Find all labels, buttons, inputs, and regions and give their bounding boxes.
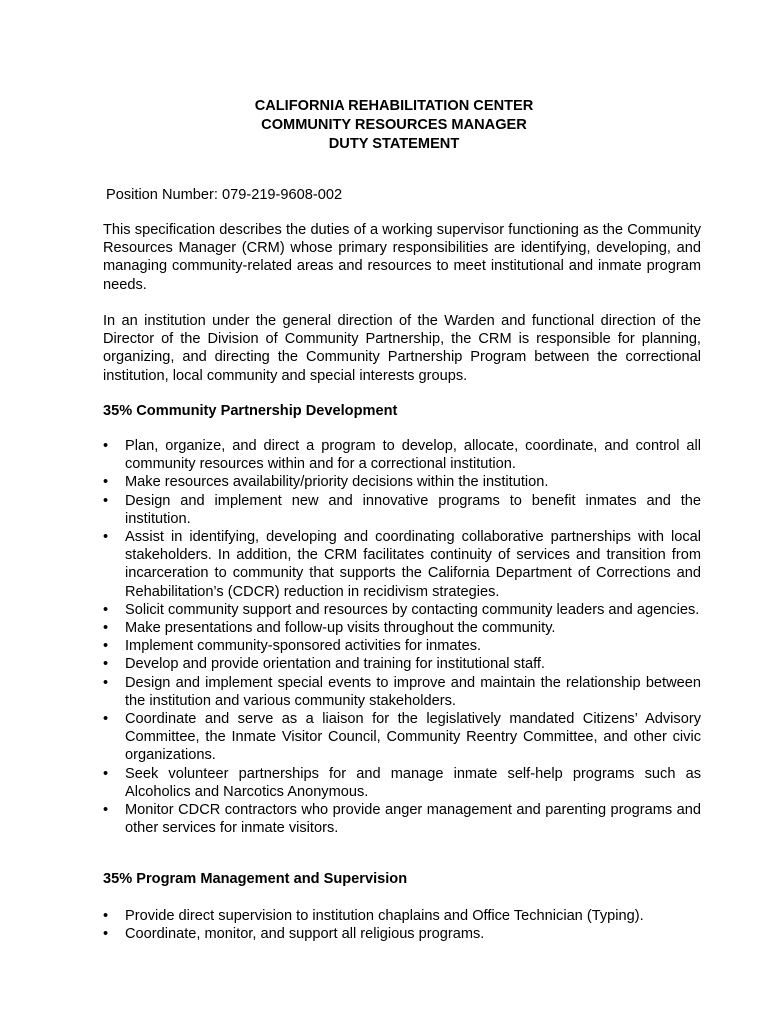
list-item-text: Solicit community support and resources by contacting community leaders and agencies. xyxy=(125,601,700,618)
header-document-type: DUTY STATEMENT xyxy=(328,136,460,152)
list-item xyxy=(103,674,701,710)
list-item-text: Develop and provide orientation and training for institutional staff. xyxy=(125,656,545,673)
list-item-text: Seek volunteer partnerships for and manage inmate self-help programs such as Alcoholics and Narcotics Anonymous. xyxy=(125,765,701,800)
list-item-text: Coordinate, monitor, and support all religious programs. xyxy=(125,926,485,943)
section-title-partnership-development: 35% Community Partnership Development xyxy=(103,403,398,419)
list-item xyxy=(103,528,701,601)
list-item-text: Provide direct supervision to institution chaplains and Office Technician (Typing). xyxy=(125,908,644,924)
partnership-development-list xyxy=(103,437,701,837)
intro-paragraph: This specification describes the duties of a working supervisor functioning as the Community Resources Manager (CRM) whose primary responsibilities are identifying, developing, and managing community-related areas and resources to meet institutional and inmate program needs. xyxy=(103,222,701,293)
list-item xyxy=(103,801,701,837)
list-item-text: Plan, organize, and direct a program to develop, allocate, coordinate, and control all community resources within and for a correctional institution. xyxy=(125,438,701,473)
bullet-icon: • xyxy=(103,529,109,546)
bullet-icon: • xyxy=(103,802,109,819)
list-item-text: Coordinate and serve as a liaison for the legislatively mandated Citizens’ Advisory Committee, the Inmate Visitor Council, Community Reentry Committee, and other civic organizations. xyxy=(125,711,701,764)
position-number: Position Number: 079-219-9608-002 xyxy=(106,187,343,203)
list-item-text: Design and implement new and innovative programs to benefit inmates and the institution. xyxy=(125,492,701,527)
list-item xyxy=(103,492,701,528)
header-organization: CALIFORNIA REHABILITATION CENTER xyxy=(254,98,534,114)
header-job-title: COMMUNITY RESOURCES MANAGER xyxy=(261,117,527,133)
list-item-text: Monitor CDCR contractors who provide anger management and parenting programs and other services for inmate visitors. xyxy=(125,802,701,837)
bullet-icon: • xyxy=(103,926,109,943)
list-item xyxy=(103,601,701,619)
bullet-icon: • xyxy=(103,908,109,924)
list-item xyxy=(103,473,701,491)
list-item xyxy=(103,437,701,473)
program-management-list xyxy=(103,907,701,943)
list-item-text: Make presentations and follow-up visits throughout the community. xyxy=(125,620,556,637)
list-item xyxy=(103,637,701,655)
bullet-icon: • xyxy=(103,638,109,655)
bullet-icon: • xyxy=(103,474,109,491)
bullet-icon: • xyxy=(103,674,109,691)
section-title-program-management: 35% Program Management and Supervision xyxy=(103,871,408,887)
document-header xyxy=(0,97,770,154)
list-item-text: Implement community-sponsored activities for inmates. xyxy=(125,638,482,655)
list-item xyxy=(103,710,701,765)
bullet-icon: • xyxy=(103,601,109,618)
list-item xyxy=(103,655,701,673)
bullet-icon: • xyxy=(103,438,109,454)
list-item-text: Assist in identifying, developing and coordinating collaborative partnerships with local stakeholders. In addition, the CRM facilitates continuity of services and transition from incarceration to community that supports the California Department of Corrections and Rehabilitation’s (CDCR) reduction in recidivism strategies. xyxy=(125,529,701,600)
list-item xyxy=(103,619,701,637)
bullet-icon: • xyxy=(103,492,109,509)
list-item xyxy=(103,925,701,943)
direction-paragraph: In an institution under the general direction of the Warden and functional direction of the Director of the Division of Community Partnership, the CRM is responsible for planning, organizing, and directing the Community Partnership Program between the correctional institution, local community and special interests groups. xyxy=(103,313,701,384)
list-item-text: Make resources availability/priority decisions within the institution. xyxy=(125,474,549,491)
bullet-icon: • xyxy=(103,620,109,637)
bullet-icon: • xyxy=(103,656,109,673)
list-item-text: Design and implement special events to improve and maintain the relationship between the institution and various community stakeholders. xyxy=(125,674,701,709)
list-item xyxy=(103,907,701,925)
bullet-icon: • xyxy=(103,711,109,728)
bullet-icon: • xyxy=(103,765,109,782)
list-item xyxy=(103,765,701,801)
